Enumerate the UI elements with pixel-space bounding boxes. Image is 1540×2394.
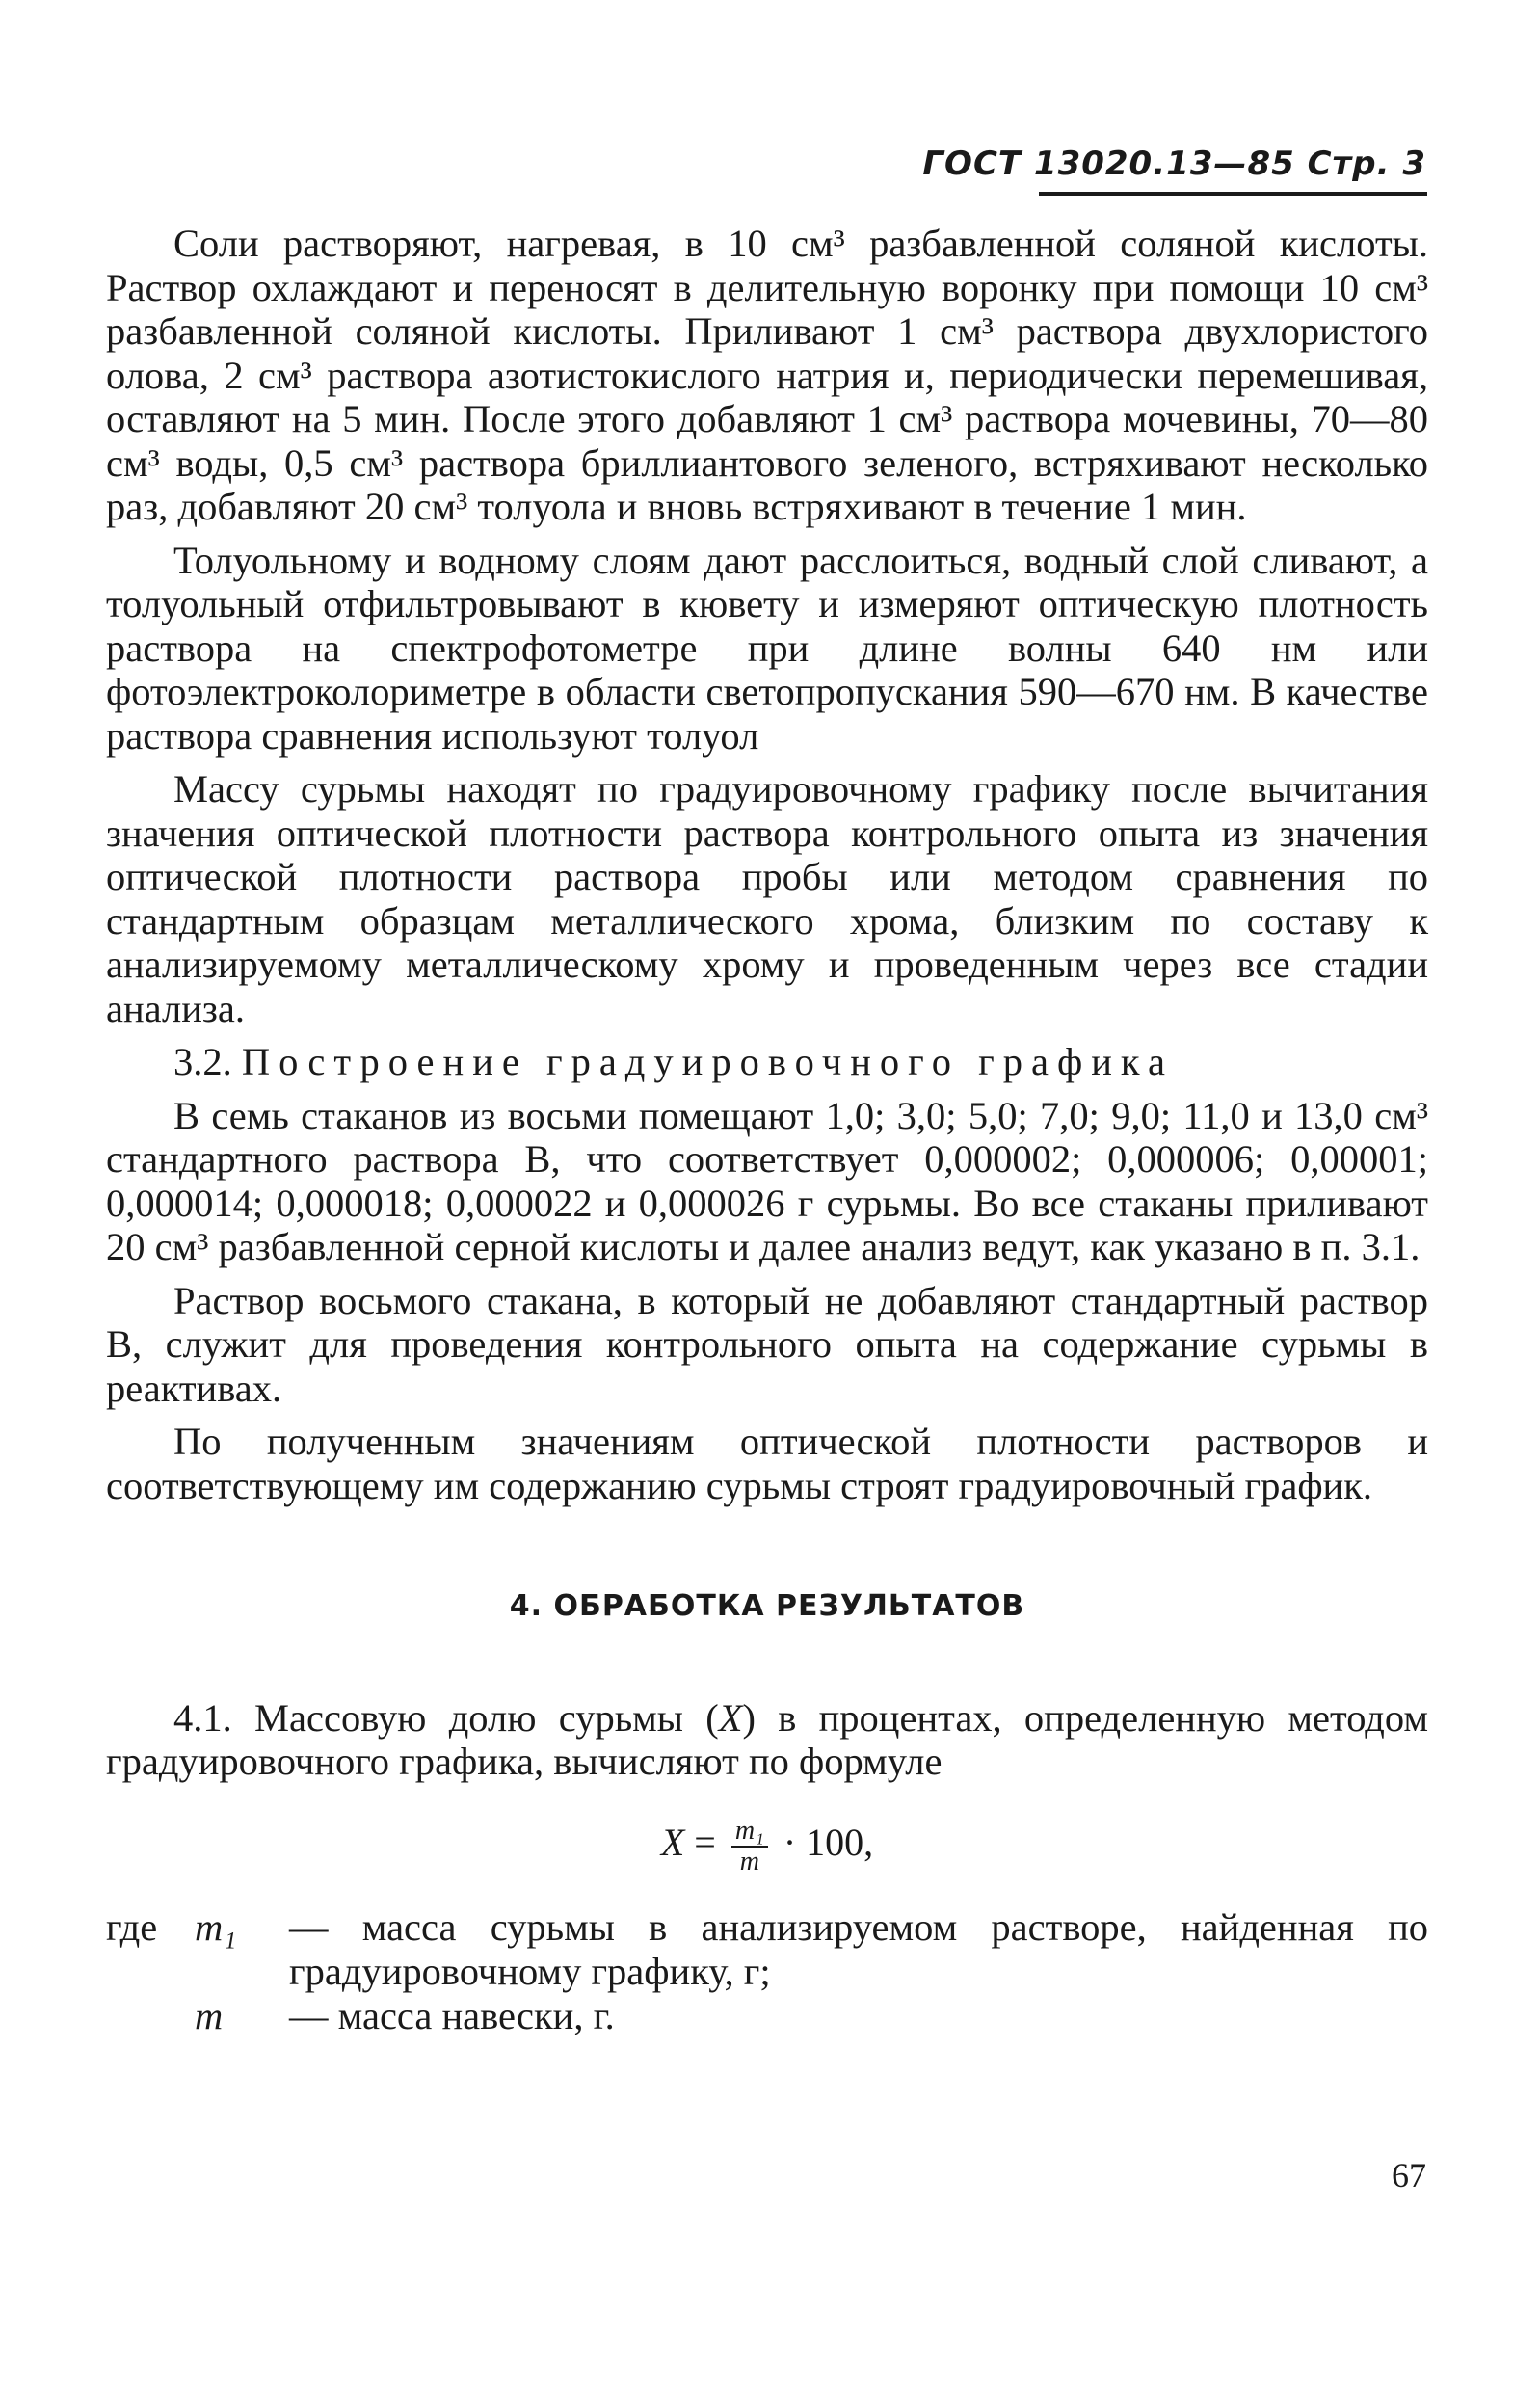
formula-lhs: X — [660, 1820, 685, 1864]
paragraph-mass-fraction — [106, 1696, 1428, 1784]
formula-numerator: m₁ — [731, 1817, 768, 1848]
paragraph-dissolution: Соли растворяют, нагревая, в 10 см³ разбавленной соляной кислоты. Раствор охлаждают и переносят в делительную воронку при помощи 10 см³ разбавленной соляной кислоты. Приливают 1 см³ раствора двухлористого олова, 2 см³ раствора азотистокислого натрия и, периодически перемешивая, оставляют на 5 мин. После этого добавляют 1 см³ раствора мочевины, 70—80 см³ воды, 0,5 см³ раствора бриллиантового зеленого, встряхивают несколько раз, добавляют 20 см³ толуола и вновь встряхивают в течение 1 мин. — [106, 222, 1428, 528]
formula — [106, 1817, 1428, 1876]
legend-where: где — [106, 1904, 158, 1949]
legend-where-empty — [106, 1994, 195, 2038]
legend-row — [106, 1994, 1428, 2038]
formula-legend — [106, 1905, 1428, 2038]
subsection-title: Построение градуировочного графика — [241, 1040, 1174, 1083]
mass-fraction-text-start: 4.1. Массовую долю сурьмы ( — [173, 1695, 719, 1740]
paragraph-calibration: В семь стаканов из восьми помещают 1,0; 3,0; 5,0; 7,0; 9,0; 11,0 и 13,0 см³ стандартного раствора В, что соответствует 0,000002; 0,000006; 0,00001; 0,000014; 0,000018; 0,000022 и 0,000026 г сурьмы. Во все стаканы приливают 20 см³ разбавленной серной кислоты и далее анализ ведут, как указано в п. 3.1. — [106, 1093, 1428, 1268]
paragraph-mass-antimony: Массу сурьмы находят по градуировочному графику после вычитания значения оптической плотности раствора контрольного опыта из значения оптической плотности раствора пробы или методом сравнения по стандартным образцам металлического хрома, близким по составу к анализируемому металлическому хрому и проведенным через все стадии анализа. — [106, 767, 1428, 1030]
page-number: 67 — [1392, 2156, 1426, 2194]
page-header: ГОСТ 13020.13—85 Стр. 3 — [922, 145, 1426, 183]
header-rule — [1039, 192, 1427, 196]
section-title: 4. ОБРАБОТКА РЕЗУЛЬТАТОВ — [509, 1589, 1025, 1623]
mass-fraction-text-end: ) в процентах, определенную методом градуировочного графика, вычисляют по формуле — [106, 1695, 1428, 1783]
paragraph-layers: Толуольному и водному слоям дают расслоиться, водный слой сливают, а толуольный отфильтровывают в кювету и измеряют оптическую плотность раствора на спектрофотометре при длине волны 640 нм или фотоэлектроколориметре в области светопропускания 590—670 нм. В качестве раствора сравнения используют толуол — [106, 538, 1428, 758]
legend-definition: — масса сурьмы в анализируемом растворе, найденная по градуировочному графику, г; — [289, 1904, 1428, 1993]
formula-denominator: m — [739, 1846, 759, 1876]
subsection-number: 3.2. — [173, 1040, 232, 1083]
legend-symbol: m₁ — [195, 1904, 237, 1949]
paragraph-control: Раствор восьмого стакана, в который не добавляют стандартный раствор В, служит для проведения контрольного опыта на содержание сурьмы в реактивах. — [106, 1278, 1428, 1410]
variable-x: X — [718, 1695, 743, 1740]
legend-row — [106, 1905, 1428, 1994]
legend-definition: — масса навески, г. — [289, 1993, 615, 2037]
subsection-heading — [106, 1040, 1428, 1084]
paragraph-graph: По полученным значениям оптической плотности растворов и соответствующему им содержанию сурьмы строят градуировочный график. — [106, 1420, 1428, 1507]
formula-equals: = — [694, 1820, 716, 1864]
formula-rhs: · 100, — [783, 1820, 874, 1864]
document-body — [106, 222, 1428, 2038]
legend-symbol: m — [195, 1993, 224, 2037]
formula-fraction — [731, 1817, 768, 1876]
